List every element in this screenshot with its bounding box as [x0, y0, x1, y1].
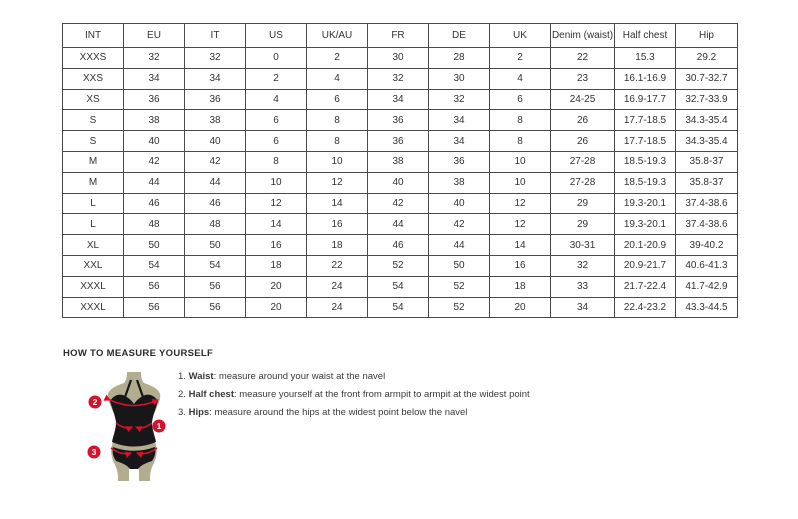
table-cell: 22.4-23.2 [615, 297, 676, 318]
table-cell: 4 [307, 68, 368, 89]
table-cell: 12 [246, 193, 307, 214]
table-cell: 32 [429, 89, 490, 110]
table-cell: S [63, 110, 124, 131]
table-cell: 46 [185, 193, 246, 214]
table-cell: 36 [185, 89, 246, 110]
table-cell: 34 [429, 131, 490, 152]
table-cell: 19.3-20.1 [615, 214, 676, 235]
table-cell: 4 [490, 68, 551, 89]
table-row [63, 255, 738, 276]
table-cell: 50 [124, 235, 185, 256]
table-cell: XXXL [63, 297, 124, 318]
table-cell: 54 [124, 255, 185, 276]
table-cell: 29.2 [676, 48, 738, 69]
table-cell: 17.7-18.5 [615, 110, 676, 131]
table-cell: 32 [124, 48, 185, 69]
table-cell: XXS [63, 68, 124, 89]
column-header: Hip [676, 24, 738, 48]
table-cell: 29 [551, 214, 615, 235]
table-cell: 37.4-38.6 [676, 193, 738, 214]
table-cell: 34 [185, 68, 246, 89]
table-cell: 2 [490, 48, 551, 69]
column-header: US [246, 24, 307, 48]
table-cell: 16.9-17.7 [615, 89, 676, 110]
table-row [63, 89, 738, 110]
table-cell: 20.9-21.7 [615, 255, 676, 276]
table-row [63, 110, 738, 131]
column-header: Half chest [615, 24, 676, 48]
table-cell: 34.3-35.4 [676, 131, 738, 152]
table-cell: 26 [551, 131, 615, 152]
table-cell: 2 [307, 48, 368, 69]
table-cell: 20 [490, 297, 551, 318]
table-cell: 54 [368, 297, 429, 318]
table-cell: 36 [368, 110, 429, 131]
table-cell: 30.7-32.7 [676, 68, 738, 89]
table-cell: 52 [368, 255, 429, 276]
table-cell: 10 [246, 172, 307, 193]
table-cell: XXXL [63, 276, 124, 297]
step-number: 1. [178, 371, 186, 382]
table-cell: XL [63, 235, 124, 256]
table-cell: 54 [185, 255, 246, 276]
table-cell: 16.1-16.9 [615, 68, 676, 89]
table-cell: 10 [490, 151, 551, 172]
mannequin-body [108, 372, 161, 481]
table-cell: 18 [246, 255, 307, 276]
column-header: IT [185, 24, 246, 48]
table-cell: 8 [490, 110, 551, 131]
table-cell: 2 [246, 68, 307, 89]
table-row [63, 151, 738, 172]
table-cell: 6 [246, 110, 307, 131]
table-cell: 48 [185, 214, 246, 235]
table-cell: 34 [368, 89, 429, 110]
table-cell: 48 [124, 214, 185, 235]
table-cell: 24 [307, 276, 368, 297]
table-cell: 27-28 [551, 151, 615, 172]
step-text: : measure around the hips at the widest point below the navel [209, 407, 468, 418]
table-cell: 6 [246, 131, 307, 152]
table-cell: 38 [185, 110, 246, 131]
table-cell: 35.8-37 [676, 151, 738, 172]
table-row [63, 276, 738, 297]
table-cell: 21.7-22.4 [615, 276, 676, 297]
step-number: 2. [178, 389, 186, 400]
column-header: EU [124, 24, 185, 48]
table-cell: 20 [246, 297, 307, 318]
table-cell: 50 [185, 235, 246, 256]
table-cell: 34 [429, 110, 490, 131]
table-cell: 4 [246, 89, 307, 110]
table-cell: 17.7-18.5 [615, 131, 676, 152]
table-cell: 27-28 [551, 172, 615, 193]
table-row [63, 172, 738, 193]
table-cell: 14 [307, 193, 368, 214]
table-cell: 28 [429, 48, 490, 69]
table-cell: 44 [368, 214, 429, 235]
table-row [63, 48, 738, 69]
column-header: INT [63, 24, 124, 48]
table-cell: 44 [185, 172, 246, 193]
size-table-header-row [63, 24, 738, 48]
table-cell: 36 [124, 89, 185, 110]
step-number: 3. [178, 407, 186, 418]
table-cell: 56 [124, 276, 185, 297]
table-cell: 10 [490, 172, 551, 193]
table-cell: XXL [63, 255, 124, 276]
table-cell: 24-25 [551, 89, 615, 110]
table-cell: 8 [490, 131, 551, 152]
table-cell: 20.1-20.9 [615, 235, 676, 256]
table-cell: 42 [429, 214, 490, 235]
table-cell: 46 [368, 235, 429, 256]
table-cell: 19.3-20.1 [615, 193, 676, 214]
table-cell: 34 [124, 68, 185, 89]
table-cell: 37.4-38.6 [676, 214, 738, 235]
table-cell: 35.8-37 [676, 172, 738, 193]
table-cell: 8 [307, 110, 368, 131]
table-cell: 18.5-19.3 [615, 151, 676, 172]
table-cell: 40 [124, 131, 185, 152]
step-label: Waist [188, 371, 214, 382]
table-cell: 38 [429, 172, 490, 193]
step-text: : measure yourself at the front from armpit to armpit at the widest point [233, 389, 530, 400]
table-cell: L [63, 214, 124, 235]
table-cell: 43.3-44.5 [676, 297, 738, 318]
table-cell: 8 [246, 151, 307, 172]
table-cell: 56 [185, 276, 246, 297]
table-cell: 6 [490, 89, 551, 110]
table-cell: 10 [307, 151, 368, 172]
table-cell: 44 [124, 172, 185, 193]
table-cell: 42 [368, 193, 429, 214]
table-cell: 18 [307, 235, 368, 256]
table-row [63, 214, 738, 235]
step-text: : measure around your waist at the navel [213, 371, 386, 382]
table-cell: 0 [246, 48, 307, 69]
table-cell: 52 [429, 276, 490, 297]
table-cell: 30 [368, 48, 429, 69]
table-cell: 6 [307, 89, 368, 110]
table-cell: 15.3 [615, 48, 676, 69]
table-cell: M [63, 151, 124, 172]
table-cell: 40 [429, 193, 490, 214]
step-label: Hips [188, 407, 210, 418]
table-cell: S [63, 131, 124, 152]
table-row [63, 297, 738, 318]
table-cell: 16 [246, 235, 307, 256]
step-label: Half chest [188, 389, 234, 400]
table-cell: L [63, 193, 124, 214]
measure-section-title: HOW TO MEASURE YOURSELF [63, 348, 214, 359]
table-cell: 38 [368, 151, 429, 172]
measure-step [178, 407, 530, 418]
column-header: DE [429, 24, 490, 48]
chest-badge-number: 2 [92, 397, 98, 407]
table-row [63, 68, 738, 89]
table-cell: 12 [490, 214, 551, 235]
hips-badge-number: 3 [91, 447, 97, 457]
table-cell: XS [63, 89, 124, 110]
table-cell: 20 [246, 276, 307, 297]
column-header: UK/AU [307, 24, 368, 48]
table-cell: 22 [551, 48, 615, 69]
table-cell: 12 [490, 193, 551, 214]
table-cell: 39-40.2 [676, 235, 738, 256]
table-cell: 16 [490, 255, 551, 276]
table-cell: 40.6-41.3 [676, 255, 738, 276]
table-cell: 16 [307, 214, 368, 235]
table-cell: 30 [429, 68, 490, 89]
table-cell: 30-31 [551, 235, 615, 256]
table-cell: 46 [124, 193, 185, 214]
table-cell: 8 [307, 131, 368, 152]
table-cell: 52 [429, 297, 490, 318]
table-cell: 38 [124, 110, 185, 131]
table-cell: 44 [429, 235, 490, 256]
waist-badge-number: 1 [156, 421, 162, 431]
table-cell: 23 [551, 68, 615, 89]
table-cell: 56 [185, 297, 246, 318]
table-cell: 42 [185, 151, 246, 172]
table-cell: 32 [551, 255, 615, 276]
table-cell: 42 [124, 151, 185, 172]
table-cell: 32 [368, 68, 429, 89]
measure-steps [178, 371, 530, 425]
table-cell: 36 [368, 131, 429, 152]
table-cell: M [63, 172, 124, 193]
measure-step [178, 389, 530, 400]
table-cell: 34.3-35.4 [676, 110, 738, 131]
table-cell: 32.7-33.9 [676, 89, 738, 110]
table-cell: 29 [551, 193, 615, 214]
table-cell: 41.7-42.9 [676, 276, 738, 297]
table-row [63, 131, 738, 152]
table-cell: XXXS [63, 48, 124, 69]
table-row [63, 235, 738, 256]
table-cell: 50 [429, 255, 490, 276]
table-cell: 34 [551, 297, 615, 318]
size-conversion-table [62, 23, 738, 318]
table-cell: 33 [551, 276, 615, 297]
table-cell: 36 [429, 151, 490, 172]
table-cell: 14 [490, 235, 551, 256]
table-cell: 32 [185, 48, 246, 69]
table-cell: 14 [246, 214, 307, 235]
size-table-body [63, 48, 738, 318]
table-row [63, 193, 738, 214]
table-cell: 54 [368, 276, 429, 297]
table-cell: 40 [368, 172, 429, 193]
column-header: Denim (waist) [551, 24, 615, 48]
table-cell: 12 [307, 172, 368, 193]
table-cell: 18 [490, 276, 551, 297]
table-cell: 40 [185, 131, 246, 152]
measure-step [178, 371, 530, 382]
table-cell: 56 [124, 297, 185, 318]
column-header: UK [490, 24, 551, 48]
table-cell: 18.5-19.3 [615, 172, 676, 193]
table-cell: 22 [307, 255, 368, 276]
table-cell: 26 [551, 110, 615, 131]
column-header: FR [368, 24, 429, 48]
table-cell: 24 [307, 297, 368, 318]
